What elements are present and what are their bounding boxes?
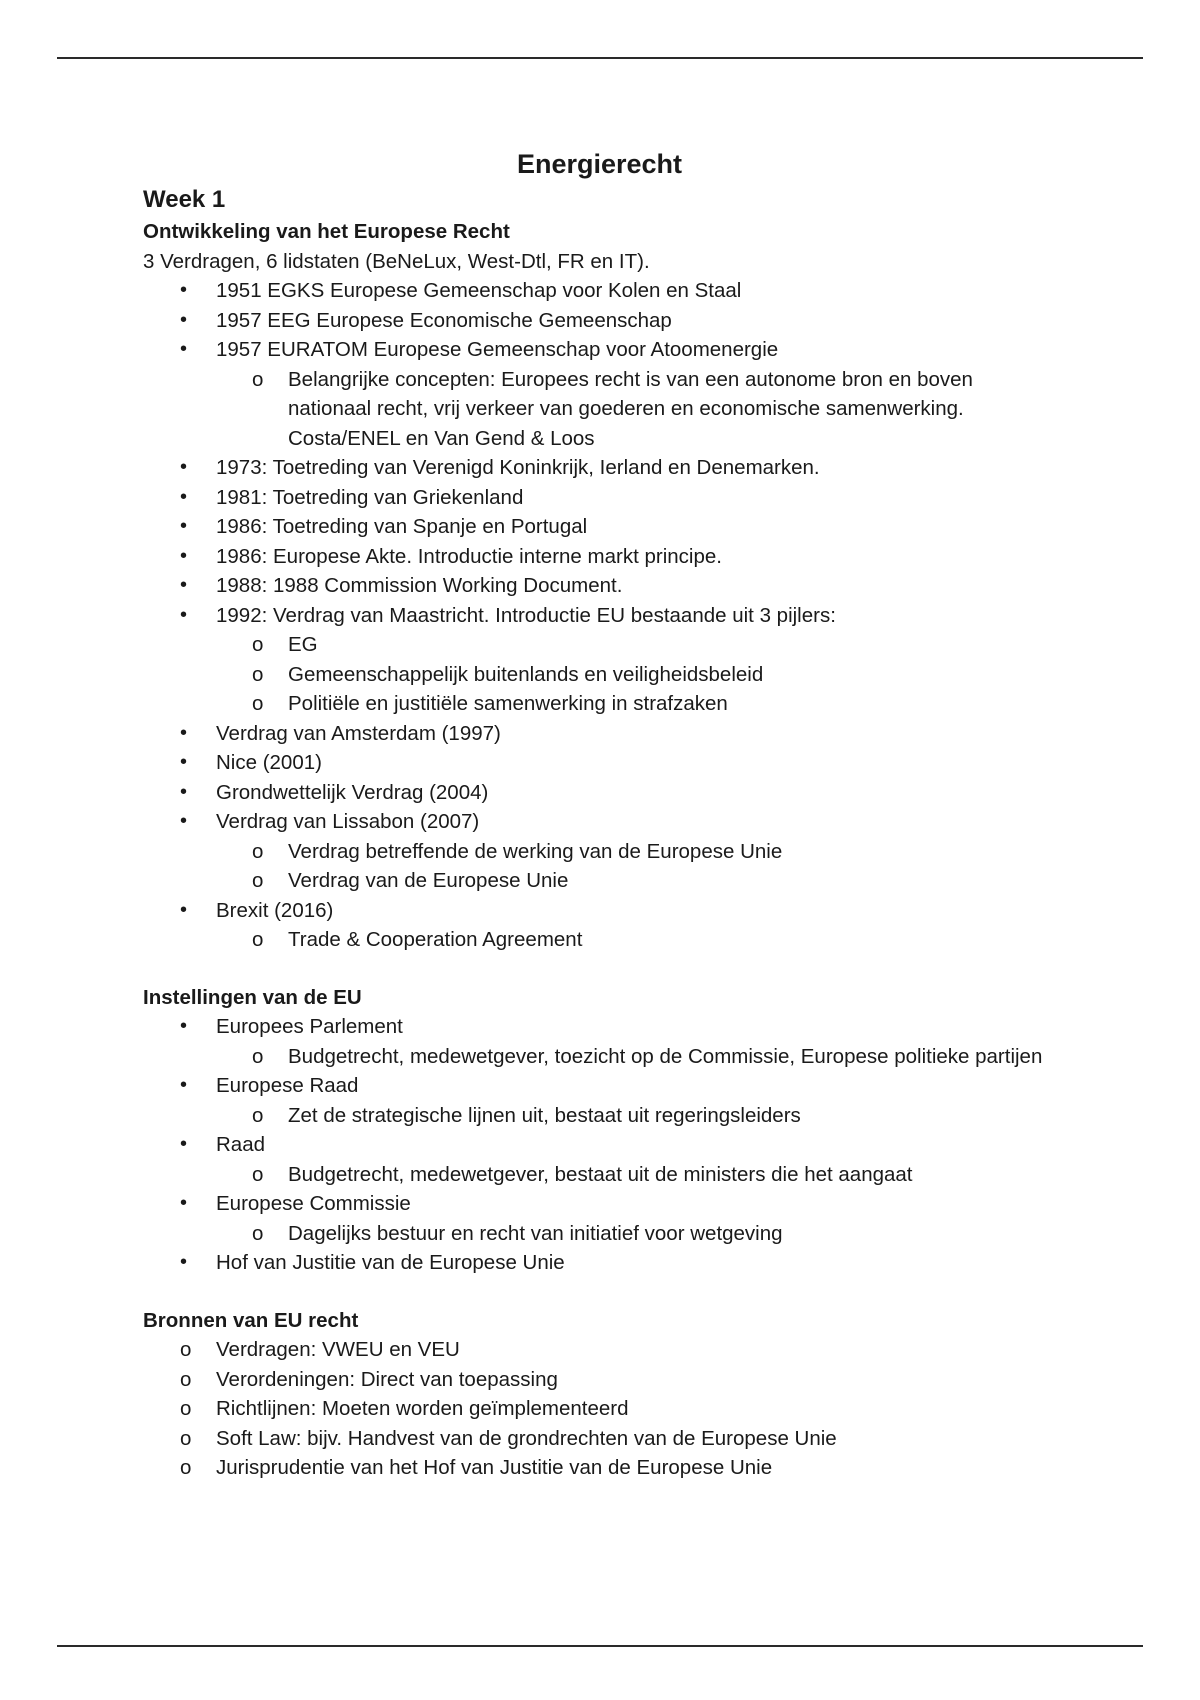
list-item [143, 542, 1043, 572]
section-intro: 3 Verdragen, 6 lidstaten (BeNeLux, West-Dtl, FR en IT). [143, 249, 650, 273]
bullet-icon: • [180, 898, 188, 921]
list-item [143, 1071, 1043, 1130]
sub-list-item-text: Belangrijke concepten: Europees recht is van een autonome bron en boven nationaal recht, vrij verkeer van goederen en economische samenwerking. Costa/ENEL en Van Gend & Loos [288, 367, 973, 450]
circle-bullet-icon: o [252, 1103, 264, 1127]
bullet-icon: • [180, 603, 188, 626]
bullet-icon: • [180, 780, 188, 803]
circle-bullet-icon: o [180, 1456, 192, 1479]
sub-list-item [143, 866, 1043, 896]
bullet-icon: • [180, 544, 188, 567]
week-heading: Week 1 [143, 186, 226, 213]
sub-list-item [143, 1101, 1043, 1131]
list-item-text: Soft Law: bijv. Handvest van de grondrechten van de Europese Unie [216, 1426, 837, 1450]
bullet-icon: • [180, 1133, 188, 1155]
top-rule [57, 57, 1143, 59]
list-item-text: 1986: Toetreding van Spanje en Portugal [216, 515, 588, 538]
list-item-text: 1986: Europese Akte. Introductie interne markt principe. [216, 544, 722, 568]
spacer [143, 955, 1043, 983]
list-item [143, 1335, 1043, 1365]
list-item-text: Verdrag van Lissabon (2007) [216, 810, 480, 833]
circle-bullet-icon: o [252, 1044, 264, 1068]
list-item-text: 1951 EGKS Europese Gemeenschap voor Kolen en Staal [216, 279, 742, 302]
list-item [143, 1012, 1043, 1071]
sub-list [216, 925, 1043, 955]
circle-bullet-icon: o [252, 1221, 264, 1245]
bottom-rule [57, 1645, 1143, 1647]
sub-list-item-text: Verdrag van de Europese Unie [288, 869, 569, 892]
list-item-text: Brexit (2016) [216, 898, 334, 922]
list-item-text: 1988: 1988 Commission Working Document. [216, 574, 623, 597]
sub-list-item-text: Verdrag betreffende de werking van de Europese Unie [288, 839, 783, 863]
bullet-icon: • [180, 279, 188, 301]
sub-list [216, 1042, 1043, 1072]
list-item-text: Verdragen: VWEU en VEU [216, 1338, 460, 1361]
bullet-icon: • [180, 574, 188, 596]
circle-bullet-icon: o [252, 692, 264, 715]
list-item-text: 1957 EEG Europese Economische Gemeenschap [216, 308, 672, 332]
list-item [143, 719, 1043, 749]
content [143, 183, 1043, 1483]
sub-list [216, 365, 1043, 454]
sub-list-item [143, 630, 1043, 660]
list-item-text: Jurisprudentie van het Hof van Justitie van de Europese Unie [216, 1456, 773, 1479]
circle-bullet-icon: o [180, 1426, 192, 1450]
sub-list [216, 837, 1043, 896]
list-item-text: Europese Raad [216, 1074, 359, 1097]
list-item [143, 1365, 1043, 1395]
bullet-icon: • [180, 1251, 188, 1273]
sub-list [216, 1160, 1043, 1190]
list-item [143, 1424, 1043, 1454]
list-item-text: Richtlijnen: Moeten worden geïmplementeerd [216, 1397, 629, 1420]
sub-list [216, 1101, 1043, 1131]
section-heading-ontwikkeling: Ontwikkeling van het Europese Recht [143, 220, 510, 243]
list-item-text: Raad [216, 1133, 266, 1156]
circle-bullet-icon: o [252, 839, 264, 863]
bullet-icon: • [180, 515, 188, 537]
list-item [143, 306, 1043, 336]
list-item [143, 335, 1043, 453]
sub-list-item [143, 925, 1043, 955]
list-item [143, 1394, 1043, 1424]
sub-list-item-text: Gemeenschappelijk buitenlands en veiligheidsbeleid [288, 662, 764, 686]
list-item-text: Nice (2001) [216, 751, 322, 774]
list-item-text: 1992: Verdrag van Maastricht. Introductie EU bestaande uit 3 pijlers: [216, 603, 836, 627]
sub-list-item-text: Politiële en justitiële samenwerking in strafzaken [288, 692, 728, 715]
list-item-text: Hof van Justitie van de Europese Unie [216, 1251, 565, 1274]
list-item-text: Verordeningen: Direct van toepassing [216, 1367, 558, 1391]
list-item [143, 748, 1043, 778]
bullet-icon: • [180, 456, 188, 478]
circle-bullet-icon: o [252, 928, 264, 951]
list-item [143, 1248, 1043, 1278]
list-item [143, 896, 1043, 955]
list-item-text: Grondwettelijk Verdrag (2004) [216, 780, 489, 804]
section-heading-bronnen: Bronnen van EU recht [143, 1308, 359, 1332]
list-item [143, 1189, 1043, 1248]
bullet-icon: • [180, 1074, 188, 1096]
list-item [143, 483, 1043, 513]
sub-list-item-text: Trade & Cooperation Agreement [288, 928, 583, 951]
bullet-icon: • [180, 751, 188, 773]
circle-bullet-icon: o [252, 367, 264, 391]
list-item [143, 601, 1043, 719]
list-item-text: 1957 EURATOM Europese Gemeenschap voor Atoomenergie [216, 338, 779, 361]
sub-list-item-text: EG [288, 633, 318, 656]
list-item-text: 1973: Toetreding van Verenigd Koninkrijk, Ierland en Denemarken. [216, 456, 820, 479]
circle-bullet-icon: o [252, 1162, 264, 1186]
bullet-icon: • [180, 1015, 188, 1037]
sub-list-item [143, 689, 1043, 719]
bullet-icon: • [180, 810, 188, 832]
list-item [143, 807, 1043, 896]
list-item [143, 571, 1043, 601]
sub-list-item [143, 365, 1043, 454]
list-item [143, 276, 1043, 306]
list-item-text: Europees Parlement [216, 1015, 403, 1038]
circle-bullet-icon: o [252, 633, 264, 656]
sub-list-item [143, 837, 1043, 867]
sub-list-item-text: Budgetrecht, medewetgever, bestaat uit de ministers die het aangaat [288, 1162, 913, 1186]
circle-bullet-icon: o [252, 662, 264, 686]
sub-list [216, 630, 1043, 719]
bullet-icon: • [180, 721, 188, 744]
sub-list-item [143, 1219, 1043, 1249]
sub-list [216, 1219, 1043, 1249]
circle-bullet-icon: o [180, 1338, 192, 1361]
list-item-text: 1981: Toetreding van Griekenland [216, 485, 524, 509]
list-item-text: Europese Commissie [216, 1192, 411, 1215]
bullet-icon: • [180, 485, 188, 508]
list-item-text: Verdrag van Amsterdam (1997) [216, 721, 501, 745]
spacer [143, 1278, 1043, 1306]
list-item [143, 512, 1043, 542]
list-item [143, 778, 1043, 808]
circle-bullet-icon: o [252, 869, 264, 892]
document-title: Energierecht [516, 149, 683, 179]
list-item [143, 1130, 1043, 1189]
list-bronnen [143, 1335, 1043, 1483]
list-item [143, 453, 1043, 483]
circle-bullet-icon: o [180, 1367, 192, 1391]
sub-list-item [143, 660, 1043, 690]
sub-list-item-text: Dagelijks bestuur en recht van initiatief voor wetgeving [288, 1221, 783, 1245]
section-heading-instellingen: Instellingen van de EU [143, 985, 362, 1009]
sub-list-item [143, 1160, 1043, 1190]
list-ontwikkeling [143, 276, 1043, 955]
list-item [143, 1453, 1043, 1483]
circle-bullet-icon: o [180, 1397, 192, 1420]
bullet-icon: • [180, 1192, 188, 1214]
sub-list-item-text: Budgetrecht, medewetgever, toezicht op de Commissie, Europese politieke partijen [288, 1044, 1043, 1068]
sub-list-item [143, 1042, 1043, 1072]
bullet-icon: • [180, 308, 188, 331]
list-instellingen [143, 1012, 1043, 1278]
sub-list-item-text: Zet de strategische lijnen uit, bestaat uit regeringsleiders [288, 1103, 801, 1127]
bullet-icon: • [180, 338, 188, 360]
